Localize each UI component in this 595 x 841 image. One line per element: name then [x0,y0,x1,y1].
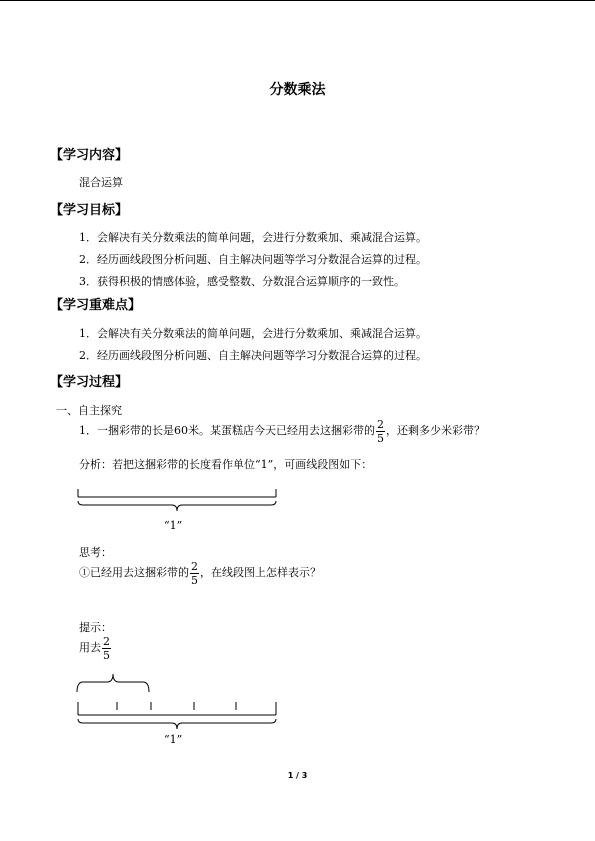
question-1-text: 1．一捆彩带的长是60米。某蛋糕店今天已经用去这捆彩带的 [79,424,375,437]
fraction-denominator: 5 [191,573,198,587]
question-1-text-end: ，还剩多少米彩带？ [386,424,485,437]
think-question [79,558,321,588]
part-title: 一、自主探究 [56,404,122,417]
fraction-numerator: 2 [377,417,384,431]
section-heading-process: 【学习过程】 [50,375,129,390]
section-heading-key-points: 【学习重难点】 [50,298,142,313]
used-brace [77,674,149,692]
fraction-denominator: 5 [377,431,384,445]
segment-diagram-1 [75,487,295,517]
goal-item: 3．获得积极的情感体验，感受整数、分数混合运算顺序的一致性。 [79,275,405,288]
unit-label: “1” [164,519,183,532]
top-rule [0,0,595,1]
section-heading-goals: 【学习目标】 [50,203,129,218]
page-title: 分数乘法 [269,82,326,98]
fraction-two-fifths [190,561,199,586]
unit-label: “1” [164,733,183,746]
think-question-text: ①已经用去这捆彩带的 [79,566,189,579]
diagram-brace [78,719,276,729]
analysis-text: 分析：若把这捆彩带的长度看作单位“1”，可画线段图如下： [79,458,373,471]
think-question-text-end: ，在线段图上怎样表示？ [200,566,321,579]
goal-item: 1．会解决有关分数乘法的简单问题，会进行分数乘加、乘减混合运算。 [79,231,427,244]
page-number: 1 / 3 [287,771,308,780]
section-heading-content: 【学习内容】 [50,148,129,163]
think-label: 思考： [79,546,112,559]
fraction-two-fifths [376,419,385,444]
question-1 [79,416,485,446]
segment-diagram-2 [75,664,295,744]
diagram-brace [78,501,276,511]
content-text: 混合运算 [79,176,123,189]
used-label-text: 用去 [79,641,101,654]
key-point-item: 1．会解决有关分数乘法的简单问题，会进行分数乘加、乘减混合运算。 [79,327,427,340]
hint-label: 提示： [79,621,112,634]
used-label [79,633,112,663]
fraction-denominator: 5 [103,648,110,662]
fraction-numerator: 2 [191,559,198,573]
fraction-numerator: 2 [103,634,110,648]
key-point-item: 2．经历画线段图分析问题、自主解决问题等学习分数混合运算的过程。 [79,349,427,362]
fraction-two-fifths [102,636,111,661]
goal-item: 2．经历画线段图分析问题、自主解决问题等学习分数混合运算的过程。 [79,253,427,266]
